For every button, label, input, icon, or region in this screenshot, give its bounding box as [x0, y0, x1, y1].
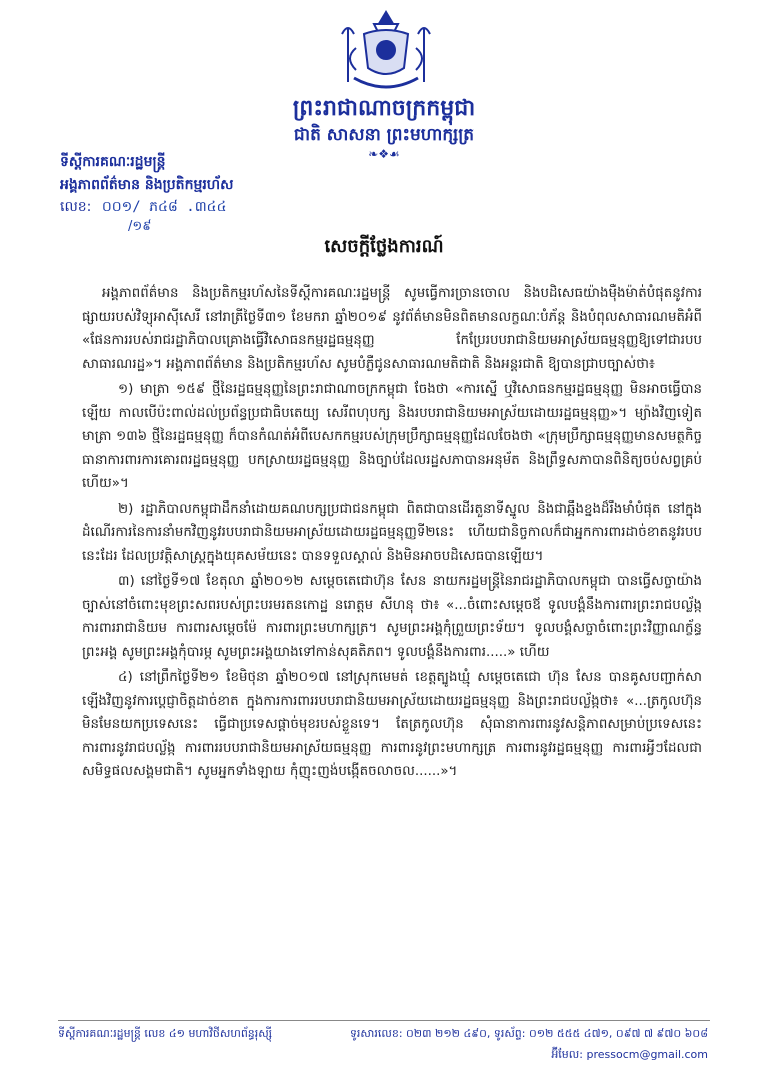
- issuer-ministry: ទីស្តីការគណៈរដ្ឋមន្ត្រី: [60, 154, 166, 170]
- footer-address: ទីស្តីការគណៈរដ្ឋមន្ត្រី លេខ ៤១ មហាវិថីសហព័ន្ធរុស្ស៊ី: [58, 1027, 273, 1040]
- reference-label: លេខ:: [60, 199, 92, 215]
- paragraph-intro: អង្គភាពព័ត៌មាន និងប្រតិកម្មរហ័សនៃទីស្តីការគណៈរដ្ឋមន្ត្រី សូមធ្វើការច្រានចោល និងបដិសេធយ៉ាងម៉ឺងម៉ាត់បំផុតនូវការផ្សាយរបស់វិទ្យុអាស៊ីសេរី នៅរាត្រីថ្ងៃទី៣១ ខែមករា ឆ្នាំ២០១៩ នូវព័ត៌មានមិនពិតមានលក្ខណៈបំភ័ន្ត និងបំពុលសាធារណមតិអំពី «ផែនការរបស់រាជរដ្ឋាភិបាលគ្រោងធ្វើវិសោធនកម្មរដ្ឋធម្មនុញ្ញ កែប្រែរបបរាជានិយមអាស្រ័យធម្មនុញ្ញឱ្យទៅជារបបសាធារណរដ្ឋ»។ អង្គភាពព័ត៌មាន និងប្រតិកម្មរហ័ស សូមបំភ្លឺជូនសាធារណមតិជាតិ និងអន្តរជាតិ ឱ្យបានជ្រាបច្បាស់ថា៖: [82, 286, 702, 372]
- national-motto: ជាតិ សាសនា ព្រះមហាក្សត្រ: [293, 125, 475, 145]
- email-link[interactable]: pressocm@gmail.com: [586, 1048, 708, 1061]
- footer-email-row: [348, 1047, 708, 1063]
- email-label: អ៊ីមែល:: [551, 1048, 583, 1061]
- document-body: [82, 282, 702, 786]
- paragraph-3: ៣) នៅថ្ងៃទី១៧ ខែតុលា ឆ្នាំ២០១២ សម្តេចតេជោហ៊ុន សែន នាយករដ្ឋមន្ត្រីនៃរាជរដ្ឋាភិបាលកម្ពុជា បានធ្វើសច្ចាយ៉ាងច្បាស់នៅចំពោះមុខព្រះសពរបស់ព្រះបរមរតនកោដ្ឋ នរោត្តម សីហនុ ថា៖ «...ចំពោះសម្តេចឪ ទូលបង្គំនឹងការពារព្រះរាជបល្ល័ង្ក ការពាររាជានិយម ការពារសម្តេចម៉ែ ការពារព្រះមហាក្សត្រ។ សូមព្រះអង្គកុំព្រួយព្រះទ័យ។ ទូលបង្គំសច្ចាចំពោះព្រះវិញ្ញាណក្ខ័ន្ធព្រះអង្គ សូមព្រះអង្គកុំបារម្ភ សូមព្រះអង្គយាងទៅកាន់សុគតិភព។ ទូលបង្គំនឹងការពារ.....» ហើយ: [82, 574, 702, 660]
- issuer-unit: អង្គភាពព័ត៌មាន និងប្រតិកម្មរហ័ស: [60, 177, 234, 193]
- paragraph-1: ១) មាត្រា ១៥៩ ថ្មីនៃរដ្ឋធម្មនុញ្ញនៃព្រះរាជាណាចក្រកម្ពុជា ចែងថា «ការស្នើ ឬវិសោធនកម្មរដ្ឋធម្មនុញ្ញ មិនអាចធ្វើបានឡើយ កាលបើប៉ះពាល់ដល់ប្រព័ន្ធប្រជាធិបតេយ្យ សេរីពហុបក្ស និងរបបរាជានិយមអាស្រ័យដោយរដ្ឋធម្មនុញ្ញ»។ ម្យ៉ាងវិញទៀត មាត្រា ១៣៦ ថ្មីនៃរដ្ឋធម្មនុញ្ញ ក៏បានកំណត់អំពីបេសកកម្មរបស់ក្រុមប្រឹក្សាធម្មនុញ្ញដែលចែងថា «ក្រុមប្រឹក្សាធម្មនុញ្ញមានសមត្ថកិច្ចធានាការពារការគោរពរដ្ឋធម្មនុញ្ញ បកស្រាយរដ្ឋធម្មនុញ្ញ និងច្បាប់ដែលរដ្ឋសភាបានអនុម័ត និងព្រឹទ្ធសភាបានពិនិត្យចប់សព្វគ្រប់ហើយ»។: [82, 382, 702, 491]
- document-title: សេចក្តីថ្លែងការណ៍: [324, 236, 444, 257]
- reference-value: ០០១/ ភ៤៨ .៣៤៤: [101, 199, 227, 215]
- footer-divider: [58, 1020, 710, 1021]
- footer-phones: ទូរសារលេខ: ០២៣ ២១២ ៤៩០, ទូរស័ព្ទ: ០១២ ៥៥៥ ៤៧១, ០៩៧ ៧ ៩៧០ ៦០៨: [349, 1027, 708, 1040]
- kingdom-name: ព្រះរាជាណាចក្រកម្ពុជា: [292, 96, 476, 121]
- reference-sub: /១៩: [128, 219, 152, 234]
- paragraph-4: ៤) នៅព្រឹកថ្ងៃទី២១ ខែមិថុនា ឆ្នាំ២០១៧ នៅស្រុកមេមត់ ខេត្តត្បូងឃ្មុំ សម្តេចតេជោ ហ៊ុន សែន បានគូសបញ្ជាក់សាឡើងវិញនូវការប្តេជ្ញាចិត្តដាច់ខាត ក្នុងការការពាររបបរាជានិយមអាស្រ័យដោយរដ្ឋធម្មនុញ្ញ និងព្រះរាជបល្ល័ង្កថា៖ «...ត្រកូលហ៊ុន មិនមែនយកប្រទេសនេះ ធ្វើជាប្រទេសផ្តាច់មុខរបស់ខ្លួនទេ។ តែត្រកូលហ៊ុន សុំធានាការពារនូវសន្តិភាពសម្រាប់ប្រទេសនេះ ការពារនូវរាជបល្ល័ង្ក ការពាររបបរាជានិយមអាស្រ័យធម្មនុញ្ញ ការពារនូវព្រះមហាក្សត្រ ការពារនូវរដ្ឋធម្មនុញ្ញ ការពារអ្វីៗដែលជាសមិទ្ធផលសង្គមជាតិ។ សូមអ្នកទាំងឡាយ កុំញុះញង់បង្កើតចលាចល......»។: [82, 670, 702, 779]
- reference-number: [60, 198, 227, 234]
- ornament-divider-icon: ❧❖☙: [368, 147, 400, 161]
- royal-coat-of-arms-icon: [334, 8, 438, 94]
- paragraph-2: ២) រដ្ឋាភិបាលកម្ពុជាដឹកនាំដោយគណបក្សប្រជាជនកម្ពុជា ពិតជាបានដើរតួនាទីស្នូល និងជាឆ្អឹងខ្នងដ៏រឹងមាំបំផុត នៅក្នុងដំណើរការនៃការនាំមកវិញនូវរបបរាជានិយមអាស្រ័យដោយរដ្ឋធម្មនុញ្ញទី២នេះ ហើយជានិច្ចកាលក៏ជាអ្នកការពារដាច់ខាតនូវរបបនេះដែរ ដែលប្រវត្តិសាស្ត្រក្នុងយុគសម័យនេះ បានទទួលស្គាល់ និងមិនអាចបដិសេធបានឡើយ។: [82, 501, 702, 564]
